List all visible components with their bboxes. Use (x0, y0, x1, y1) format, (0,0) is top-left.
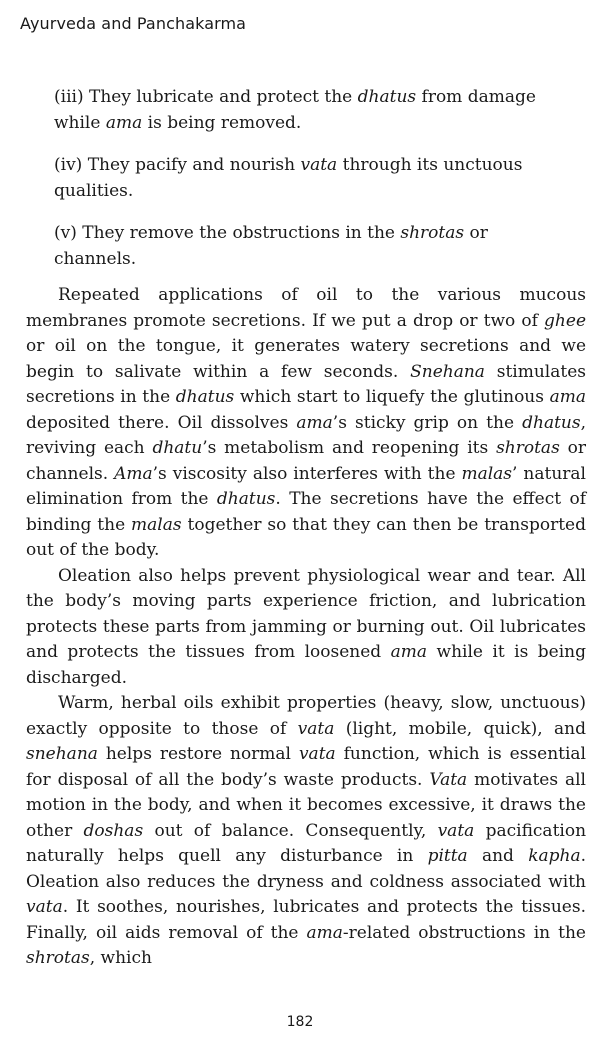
italic-term: shrotas (496, 438, 560, 458)
body-paragraphs (26, 283, 586, 972)
italic-term: ama (105, 112, 143, 133)
italic-term: dhatus (357, 87, 417, 107)
italic-term: pitta (427, 846, 468, 866)
italic-term: ama (306, 922, 343, 943)
list-item: (iii) They lubricate and protect the dhatus from damage while ama is being removed. (54, 87, 536, 133)
italic-term: dhatu (152, 438, 203, 458)
page-number: 182 (286, 1014, 314, 1030)
numbered-list (54, 85, 574, 289)
list-item: (iv) They pacify and nourish vata through its unctuous qualities. (54, 155, 523, 201)
running-title: Ayurveda and Panchakarma (20, 14, 247, 33)
italic-term: ama (296, 412, 333, 433)
italic-term: shrotas (26, 948, 90, 968)
italic-term: vata (297, 718, 335, 739)
italic-term: Ama (114, 463, 153, 484)
italic-term: vata (300, 155, 338, 175)
italic-term: kapha (528, 846, 581, 866)
italic-term: Vata (429, 769, 468, 790)
italic-term: vata (298, 744, 336, 764)
paragraph: Oleation also helps prevent physiological wear and tear. All the body’s moving parts experience friction, and lubrication protects these parts from jamming or burning out. Oil lubricates and protects the tissues from loosened ama while it is being discharged. (26, 565, 586, 688)
italic-term: doshas (83, 820, 144, 841)
italic-term: ghee (544, 310, 586, 331)
italic-term: Snehana (410, 361, 485, 382)
italic-term: vata (26, 897, 63, 917)
italic-term: snehana (26, 744, 98, 764)
italic-term: malas (461, 463, 513, 484)
italic-term: shrotas (400, 223, 465, 243)
italic-term: dhatus (216, 489, 276, 509)
italic-term: dhatus (522, 412, 581, 433)
italic-term: vata (437, 820, 475, 841)
list-item: (v) They remove the obstructions in the shrotas or channels. (54, 223, 488, 269)
italic-term: ama (549, 387, 586, 407)
paragraph: Warm, herbal oils exhibit properties (heavy, slow, unctuous) exactly opposite to those of vata (light, mobile, quick), and snehana helps restore normal vata function, which is essential for disposal of all the body’s waste products. Vata motivates all motion in the body, and when it becomes excessive, it draws the other doshas out of balance. Consequently, vata pacification naturally helps quell any disturbance in pitta and kapha. Oleation also reduces the dryness and coldness associated with vata. It soothes, nourishes, lubricates and protects the tissues. Finally, oil aids removal of the ama-related obstructions in the shrotas, which (26, 693, 587, 968)
italic-term: dhatus (175, 387, 235, 407)
paragraph: Repeated applications of oil to the various mucous membranes promote secretions. If we put a drop or two of ghee or oil on the tongue, it generates watery secretions and we begin to salivate within a few seconds. Snehana stimulates secretions in the dhatus which start to liquefy the glutinous ama deposited there. Oil dissolves ama’s sticky grip on the dhatus, reviving each dhatu’s metabolism and reopening its shrotas or channels. Ama’s viscosity also interferes with the malas’ natural elimination from the dhatus. The secretions have the effect of binding the malas together so that they can then be transported out of the body. (26, 285, 587, 560)
italic-term: malas (131, 514, 182, 535)
italic-term: ama (390, 642, 428, 662)
